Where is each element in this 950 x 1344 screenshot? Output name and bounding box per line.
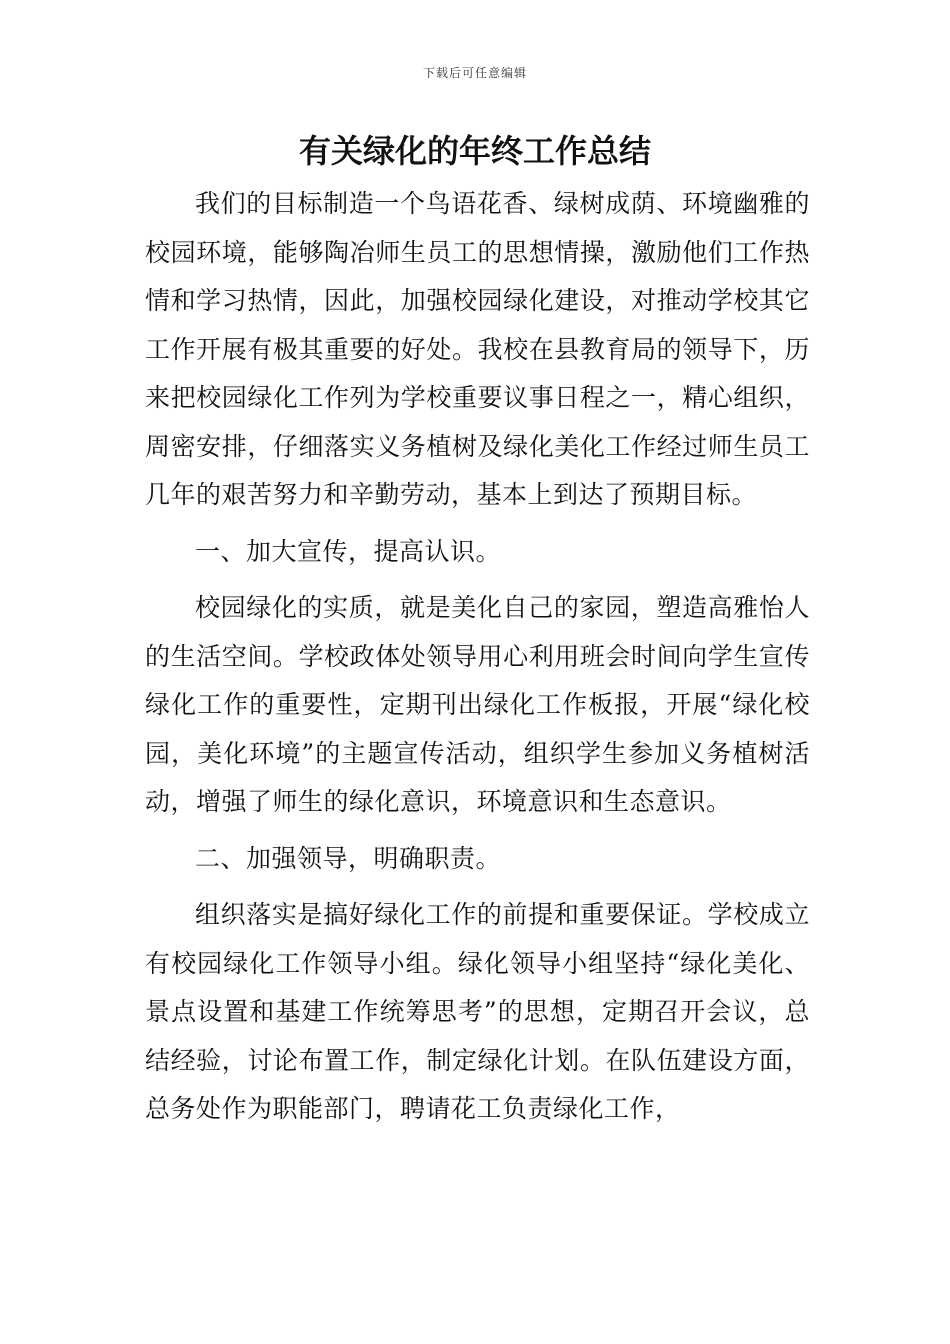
paragraph-section-2: 组织落实是搞好绿化工作的前提和重要保证。学校成立有校园绿化工作领导小组。绿化领导小组坚持“绿化美化、景点设置和基建工作统筹思考”的思想，定期召开会议，总结经验，讨论布置工作，制定绿化计划。在队伍建设方面，总务处作为职能部门，聘请花工负责绿化工作，	[145, 900, 810, 1123]
paragraph-intro: 我们的目标制造一个鸟语花香、绿树成荫、环境幽雅的校园环境，能够陶冶师生员工的思想情操，激励他们工作热情和学习热情，因此，加强校园绿化建设，对推动学校其它工作开展有极其重要的好处。我校在县教育局的领导下，历来把校园绿化工作列为学校重要议事日程之一，精心组织，周密安排，仔细落实义务植树及绿化美化工作经过师生员工几年的艰苦努力和辛勤劳动，基本上到达了预期目标。	[145, 189, 810, 509]
paragraph-section-1: 校园绿化的实质，就是美化自己的家园，塑造高雅怡人的生活空间。学校政体处领导用心利用班会时间向学生宣传绿化工作的重要性，定期刊出绿化工作板报，开展“绿化校园，美化环境”的主题宣传活动，组织学生参加义务植树活动，增强了师生的绿化意识，环境意识和生态意识。	[145, 593, 810, 816]
header-note: 下载后可任意编辑	[422, 66, 527, 80]
document-title: 有关绿化的年终工作总结	[298, 132, 651, 170]
section-heading-1: 一、加大宣传，提高认识。	[195, 536, 502, 566]
section-heading-2: 二、加强领导，明确职责。	[195, 843, 502, 873]
document-body	[145, 180, 810, 1142]
